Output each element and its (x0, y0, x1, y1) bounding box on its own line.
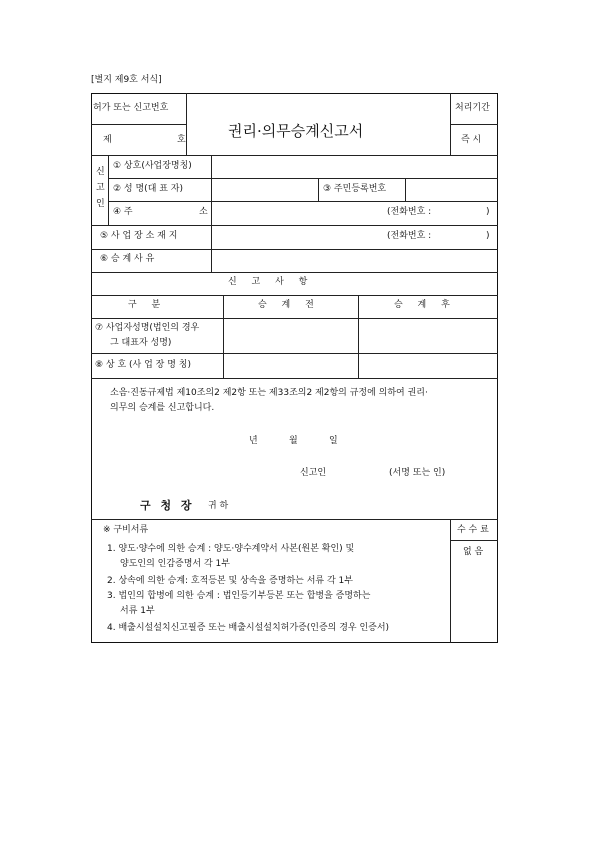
form-title: 권리·의무승계신고서 (228, 122, 364, 140)
applicant-side-label-1: 신 (96, 167, 105, 177)
succession-reason-field[interactable] (212, 250, 497, 271)
succession-reason-label: ⑥ 승 계 사 유 (100, 254, 155, 264)
permit-je-label: 제 (103, 135, 112, 145)
report-section-title: 신 고 사 항 (228, 277, 314, 287)
permit-number-label: 허가 또는 신고번호 (93, 103, 169, 113)
addressee: 구 청 장 (140, 499, 195, 512)
address-label: ④ 주 (113, 207, 133, 217)
statement-line2: 의무의 승계를 신고합니다. (110, 403, 215, 413)
column-category: 구 분 (128, 300, 167, 310)
fee-label: 수 수 료 (457, 525, 489, 535)
statement-line1: 소음·진동규제법 제10조의2 제2항 또는 제33조의2 제2항의 규정에 의하여 권리· (110, 388, 428, 398)
permit-ho-label: 호 (177, 135, 186, 145)
address-phone-label: (전화번호 : (387, 207, 432, 217)
row8-label: ⑧ 상 호 (사 업 장 명 칭) (95, 360, 191, 370)
docs-heading: ※ 구비서류 (103, 525, 149, 535)
person-name-field[interactable] (212, 179, 317, 200)
applicant-side-label-2: 고 (96, 183, 105, 193)
site-phone-label: (전화번호 : (387, 231, 432, 241)
address-field[interactable] (212, 202, 382, 224)
form-label: [별지 제9호 서식] (91, 75, 162, 85)
docs-item4: 4. 배출시설설치신고필증 또는 배출시설설치허가증(인증의 경우 인증서) (107, 623, 390, 633)
docs-item2: 2. 상속에 의한 승계: 호적등본 및 상속을 증명하는 서류 각 1부 (107, 576, 353, 586)
date-month: 월 (289, 436, 298, 446)
business-name-field[interactable] (212, 156, 497, 177)
address-label-end: 소 (199, 207, 208, 217)
docs-item1-line2: 양도인의 인감증명서 각 1부 (120, 559, 230, 569)
docs-item3-line1: 3. 법인의 합병에 의한 승계 : 법인등기부등본 또는 합병을 증명하는 (107, 591, 371, 601)
row7-before-field[interactable] (224, 319, 357, 352)
processing-period-value: 즉 시 (461, 135, 482, 145)
fee-value: 없 음 (463, 547, 484, 557)
reporter-label: 신고인 (300, 468, 327, 478)
site-location-label: ⑤ 사 업 장 소 재 지 (100, 231, 178, 241)
person-name-label: ② 성 명(대 표 자) (113, 184, 184, 194)
date-year: 년 (249, 436, 258, 446)
column-after: 승 계 후 (394, 300, 456, 310)
docs-item3-line2: 서류 1부 (120, 606, 155, 616)
resident-number-label: ③ 주민등록번호 (323, 184, 387, 194)
docs-item1-line1: 1. 양도·양수에 의한 승계 : 양도·양수계약서 사본(원본 확인) 및 (107, 544, 355, 554)
business-name-label: ① 상호(사업장명칭) (113, 161, 192, 171)
sign-note: (서명 또는 인) (389, 468, 446, 478)
row7-label-line2: 그 대표자 성명) (110, 338, 172, 348)
addressee-suffix: 귀 하 (208, 501, 229, 511)
site-phone-close: ) (486, 231, 490, 241)
row7-after-field[interactable] (359, 319, 497, 352)
row8-after-field[interactable] (359, 354, 497, 377)
row8-before-field[interactable] (224, 354, 357, 377)
processing-period-label: 처리기간 (455, 103, 490, 113)
resident-number-field[interactable] (406, 179, 497, 200)
row7-label-line1: ⑦ 사업자성명(법인의 경우 (95, 323, 200, 333)
column-before: 승 계 전 (258, 300, 320, 310)
address-phone-close: ) (486, 207, 490, 217)
site-location-field[interactable] (212, 226, 382, 248)
applicant-side-label-3: 인 (96, 199, 105, 209)
date-day: 일 (329, 436, 338, 446)
